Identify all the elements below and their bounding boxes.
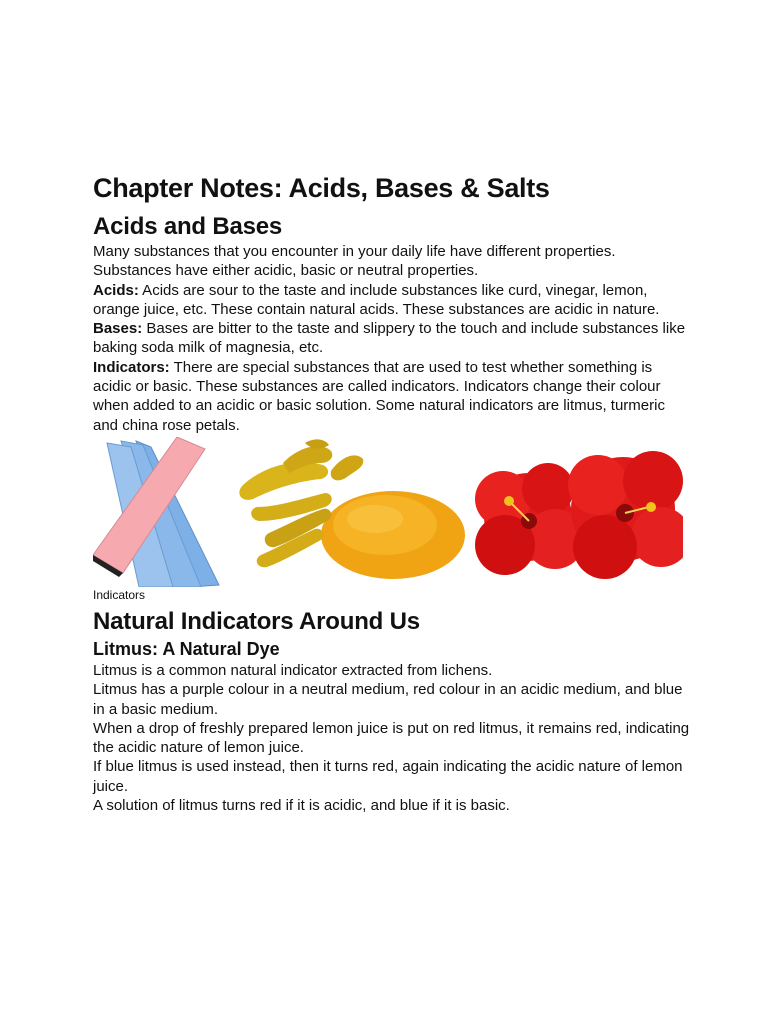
subheading-litmus: Litmus: A Natural Dye bbox=[93, 638, 280, 659]
litmus-line-5: A solution of litmus turns red if it is acidic, and blue if it is basic. bbox=[93, 797, 510, 815]
acids-paragraph bbox=[93, 281, 693, 320]
acids-label: Acids: bbox=[93, 281, 139, 299]
litmus-line-1: Litmus is a common natural indicator extracted from lichens. bbox=[93, 661, 493, 679]
figure-caption: Indicators bbox=[93, 587, 146, 602]
document-content bbox=[93, 170, 693, 815]
china-rose-image bbox=[475, 451, 683, 579]
page-title: Chapter Notes: Acids, Bases & Salts bbox=[93, 173, 550, 203]
indicators-text: There are special substances that are used to test whether something is acidic or basic. These substances are called indicators. Indicators change their colour when added to an acidic or basic solution. Some natural indicators are litmus, turmeric and china rose petals. bbox=[93, 358, 665, 434]
indicators-figure bbox=[93, 437, 683, 587]
bases-paragraph bbox=[93, 319, 693, 358]
litmus-line-2: Litmus has a purple colour in a neutral medium, red colour in an acidic medium, and blue in a basic medium. bbox=[93, 681, 683, 718]
indicators-paragraph bbox=[93, 358, 693, 435]
intro-paragraph: Many substances that you encounter in your daily life have different properties. Substances have either acidic, basic or neutral properties. bbox=[93, 243, 616, 280]
indicators-label: Indicators: bbox=[93, 358, 170, 376]
bases-text: Bases are bitter to the taste and slippery to the touch and include substances like baking soda milk of magnesia, etc. bbox=[93, 320, 686, 357]
litmus-line-4: If blue litmus is used instead, then it turns red, again indicating the acidic nature of lemon juice. bbox=[93, 758, 683, 795]
bases-label: Bases: bbox=[93, 320, 143, 338]
turmeric-image bbox=[239, 439, 465, 579]
litmus-paper-image bbox=[93, 437, 219, 587]
section-heading-acids-bases: Acids and Bases bbox=[93, 213, 283, 240]
acids-text: Acids are sour to the taste and include substances like curd, vinegar, lemon, orange juice, etc. These contain natural acids. These substances are acidic in nature. bbox=[93, 281, 660, 318]
indicators-illustration bbox=[93, 437, 683, 587]
litmus-line-3: When a drop of freshly prepared lemon juice is put on red litmus, it remains red, indicating the acidic nature of lemon juice. bbox=[93, 719, 690, 757]
section-heading-natural-indicators: Natural Indicators Around Us bbox=[93, 607, 420, 635]
